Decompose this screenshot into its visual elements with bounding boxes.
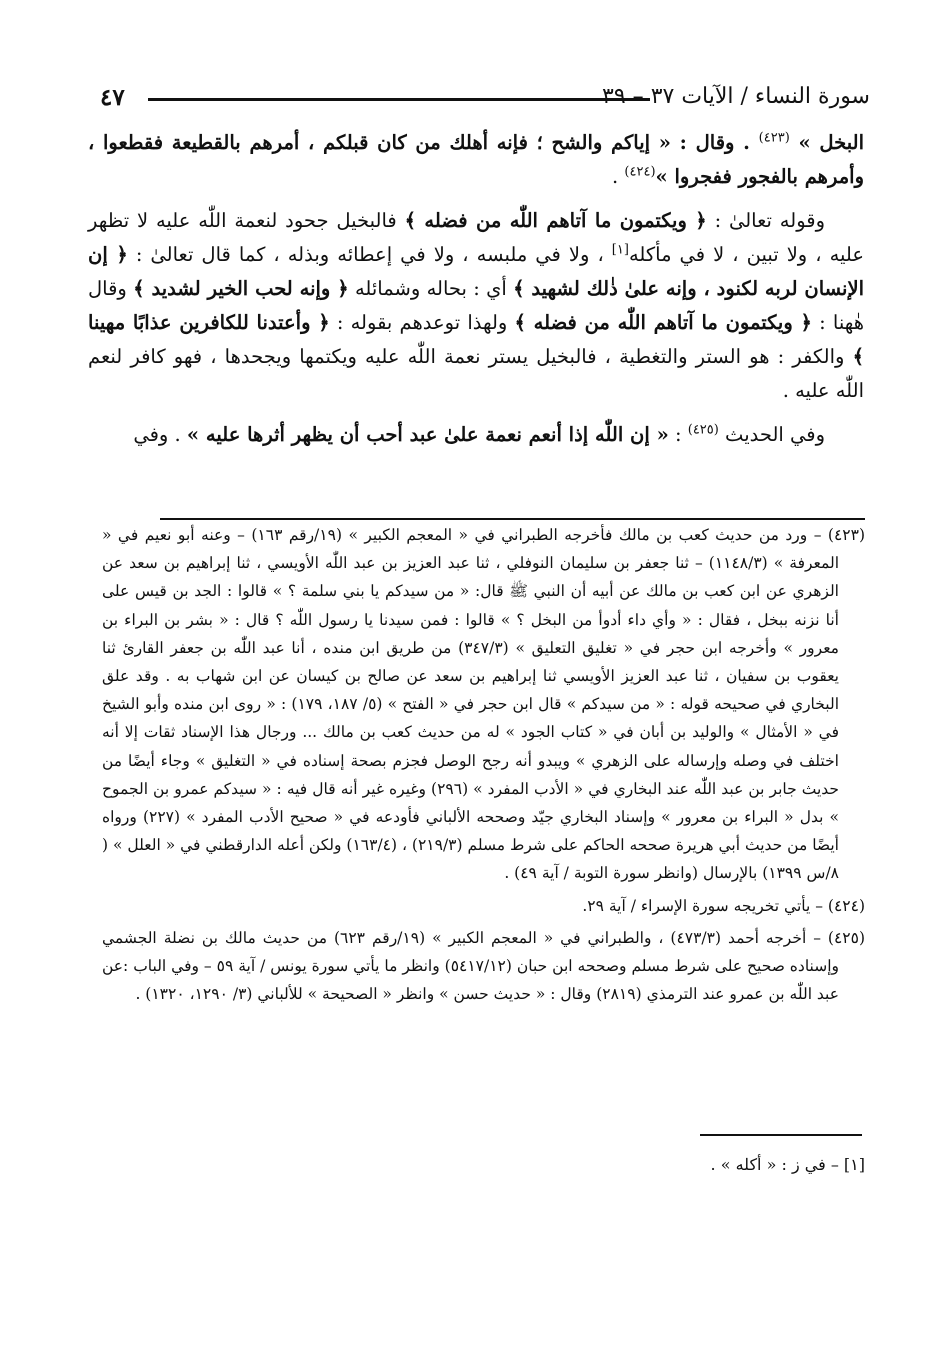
text-run: ولهذا توعدهم بقوله :	[329, 311, 515, 334]
hadith-text: . وقال : « إياكم والشح ؛ فإنه أهلك من كان قبلكم ، أمرهم بالقطيعة فقطعوا ، وأمرهم بالفجور ففجروا »	[88, 131, 864, 188]
quran-verse: ﴿ ويكتمون ما آتاهم اللّٰه من فضله ﴾	[514, 311, 812, 334]
paragraph-2	[88, 204, 864, 408]
footnote-ref-423: (٤٢٣)	[758, 130, 790, 146]
text-run: ، ولا في ملبسه ، ولا في إعطائه وبذله ، كما قال تعالىٰ :	[127, 243, 612, 266]
footnote-423: (٤٢٣) – ورد من حديث كعب بن مالك فأخرجه الطبراني في « المعجم الكبير » (١٩/رقم ١٦٣) – وعنه أبو نعيم في « المعرفة » (١١٤٨/٣) – ثنا جعفر بن سليمان النوفلي ، ثنا عبد العزيز بن عبد اللّٰه الأويسي ، ثنا إبراهيم بن سعد عن الزهري عن ابن كعب بن مالك عن أبيه أن النبي ﷺ قال: « من سيدكم يا بني سلمة ؟ » قالوا : الجد بن قيس على أنا نزنه ببخل ، فقال : « وأي داء أدوأ من البخل ؟ » قالوا : فمن سيدنا يا رسول اللّٰه ؟ قال : « بشر بن البراء بن معرور » وأخرجه ابن حجر في « تغليق التعليق » (٣٤٧/٣) من طريق ابن منده ، أنا عبد اللّٰه بن جعفر القارئ ثنا يعقوب بن سفيان ، ثنا عبد العزيز الأويسي ثنا إبراهيم بن سعد عن صالح بن كيسان عن ابن شهاب به . وقد علق البخاري في صحيحه قوله : « من سيدكم » قال ابن حجر في « الفتح » (٥/ ١٨٧، ١٧٩) : « روى ابن منده وأبو الشيخ في « الأمثال » والوليد بن أبان في « كتاب الجود » له من حديث كعب بن مالك ... ورجال هذا الإسناد ثقات إلا أنه اختلف في وصله وإرساله على الزهري » ويبدو أنه رجح الوصل فجزم بصحة إسناده في « التغليق » وجاء أيضًا من حديث جابر بن عبد اللّٰه عند البخاري في « الأدب المفرد » (٢٩٦) وغيره غير أنه قال فيه : « سيدكم عمرو بن الجموح » بدل « البراء بن معرور » وإسناد البخاري جيّد وصححه الألباني فأودعه في « صحيح الأدب المفرد » (٢٢٧) ورواه أيضًا من حديث أبي هريرة صححه الحاكم على شرط مسلم (٢١٩/٣) ، (١٦٣/٤) ولكن أعله الدارقطني في « العلل » ( ٨/س ١٣٩٩) بالإرسال (وانظر سورة التوبة / آية ٤٩) .	[102, 526, 866, 883]
footnotes	[102, 521, 865, 1012]
text-run: فالبخيل جحود لنعمة اللّٰه عليه لا تظهر عليه ، ولا تبين ، لا في مأكله	[88, 209, 865, 266]
footnote-separator	[160, 518, 865, 520]
main-text	[88, 126, 864, 462]
quran-verse: ﴿ ويكتمون ما آتاهم اللّٰه من فضله ﴾	[404, 209, 707, 232]
quran-verse: ﴿ وإنه لحب الخير لشديد ﴾	[133, 277, 349, 300]
text-run: وقال هٰهنا :	[88, 277, 864, 334]
text-run: وقوله تعالىٰ :	[706, 209, 826, 232]
page-header	[100, 84, 870, 118]
paragraph-3	[88, 418, 864, 452]
paragraph-1	[88, 126, 864, 194]
text-run: البخل »	[789, 131, 864, 154]
text-run: . وفي	[133, 423, 187, 446]
footnote-425: (٤٢٥) – أخرجه أحمد (٤٧٣/٣) ، والطبراني في « المعجم الكبير » (١٩/رقم ٦٢٣) من حديث مالك بن نضلة الجشمي وإسناده صحيح على شرط مسلم وصححه ابن حبان (٥٤١٧/١٢) وانظر ما يأتي سورة يونس / آية ٥٩ – وفي الباب :عن عبد اللّٰه بن عمرو عند الترمذي (٢٨١٩) وقال : « حديث حسن » وانظر « الصحيحة » للألباني (٣/ ١٢٩٠، ١٣٢٠) .	[102, 928, 866, 1004]
text-run: .	[612, 165, 625, 188]
hadith-text: « إن اللّٰه إذا أنعم نعمة علىٰ عبد أحب أن يظهر أثرها عليه »	[186, 423, 669, 446]
quran-verse: ﴿ وأعتدنا للكافرين عذابًا مهينا ﴾	[88, 311, 864, 368]
variant-note: [١] – في ز : « أكله » .	[710, 1155, 865, 1174]
text-run: أي : بحاله وشمائله	[348, 277, 514, 300]
quran-verse: ﴿ إن الإنسان لربه لكنود ، وإنه علىٰ ذٰلك لشهيد ﴾	[88, 243, 865, 300]
header-rule	[148, 98, 650, 101]
text-run: والكفر : هو الستر والتغطية ، فالبخيل يستر نعمة اللّٰه عليه ويكتمها ويجحدها ، فهو كافر لنعم اللّٰه عليه .	[88, 345, 864, 402]
variant-separator	[700, 1134, 862, 1136]
footnote-424: (٤٢٤) – يأتي تخريجه سورة الإسراء / آية ٢٩.	[582, 896, 865, 915]
running-title: سورة النساء / الآيات ٣٧ – ٣٩	[602, 84, 870, 109]
text-run: وفي الحديث	[718, 423, 825, 446]
variant-ref-1: [١]	[611, 242, 629, 258]
footnote-ref-424: (٤٢٤)	[624, 164, 656, 180]
footnote-ref-425: (٤٢٥)	[687, 422, 719, 438]
page-number: ٤٧	[100, 84, 125, 111]
text-run: :	[668, 423, 688, 446]
